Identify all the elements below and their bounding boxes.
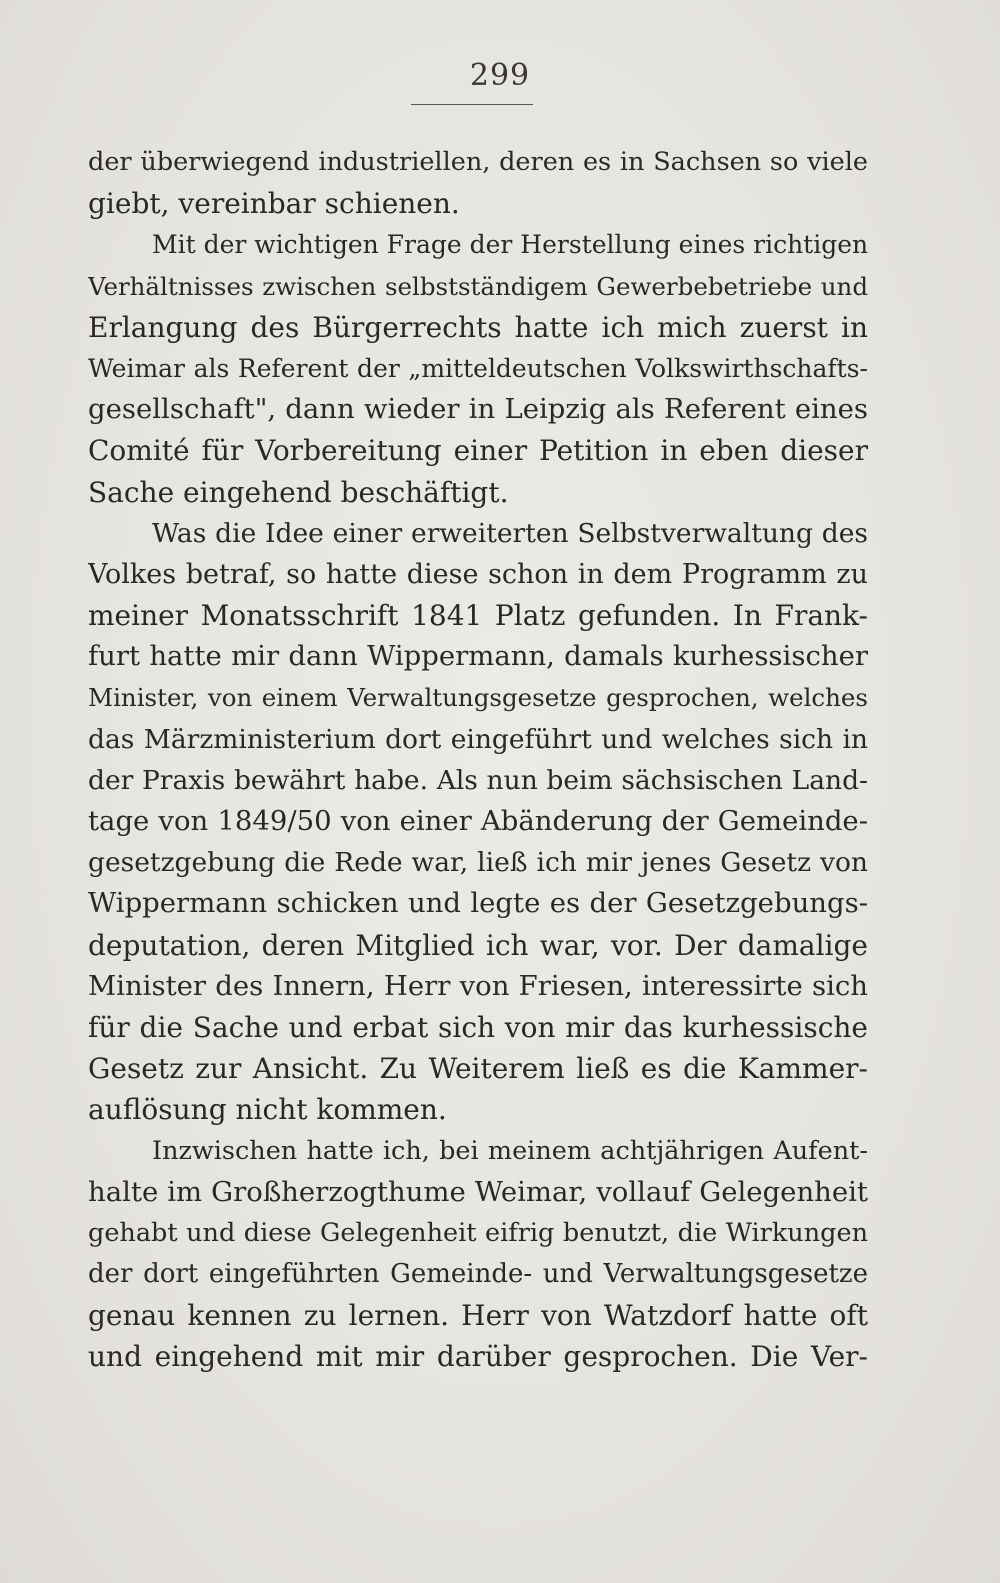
text-line: gehabt und diese Gelegenheit eifrig benutzt, die Wirkungen (88, 1217, 868, 1248)
text-line: das Märzministerium dort eingeführt und welches sich in (88, 723, 868, 755)
text-line: Was die Idee einer erweiterten Selbstverwaltung des (152, 517, 868, 549)
text-line: auflösung nicht kommen. (88, 1093, 447, 1127)
text-line: Mit der wichtigen Frage der Herstellung eines richtigen (152, 230, 868, 260)
text-line: gesetzgebung die Rede war, ließ ich mir jenes Gesetz von (88, 847, 868, 879)
text-line: deputation, deren Mitglied ich war, vor. Der damalige (88, 928, 868, 962)
text-line: Comité für Vorbereitung einer Petition in eben dieser (88, 434, 868, 468)
text-line: der überwiegend industriellen, deren es in Sachsen so viele (88, 147, 868, 177)
header-rule (411, 104, 533, 105)
text-line: gesellschaft", dann wieder in Leipzig als Referent eines (88, 393, 868, 426)
text-line: furt hatte mir dann Wippermann, damals kurhessischer (88, 640, 868, 673)
text-line: für die Sache und erbat sich von mir das kurhessische (88, 1010, 868, 1044)
text-line: halte im Großherzogthume Weimar, vollauf Gelegenheit (88, 1175, 868, 1208)
text-line: Volkes betraf, so hatte diese schon in dem Programm zu (88, 558, 868, 590)
text-line: giebt, vereinbar schienen. (88, 187, 460, 221)
text-line: Gesetz zur Ansicht. Zu Weiterem ließ es die Kammer- (88, 1052, 868, 1086)
text-line: Weimar als Referent der „mitteldeutschen Volkswirthschafts- (88, 353, 868, 383)
text-line: meiner Monatsschrift 1841 Platz gefunden. In Frank- (88, 599, 868, 633)
text-line: Minister des Innern, Herr von Friesen, interessirte sich (88, 969, 868, 1002)
text-line: der dort eingeführten Gemeinde- und Verwaltungsgesetze (88, 1259, 868, 1290)
text-line: Wippermann schicken und legte es der Gesetzgebungs- (88, 887, 868, 920)
text-line: tage von 1849/50 von einer Abänderung der Gemeinde- (88, 805, 868, 837)
text-line: Sache eingehend beschäftigt. (88, 475, 509, 509)
text-line: und eingehend mit mir darüber gesprochen. Die Ver- (88, 1340, 868, 1374)
text-line: Minister, von einem Verwaltungsgesetze gesprochen, welches (88, 683, 868, 713)
text-line: Verhältnisses zwischen selbstständigem Gewerbebetriebe und (88, 271, 868, 301)
text-line: Inzwischen hatte ich, bei meinem achtjährigen Aufent- (152, 1135, 868, 1166)
text-line: der Praxis bewährt habe. Als nun beim sächsischen Land- (88, 764, 868, 796)
page-number: 299 (469, 58, 531, 93)
text-line: genau kennen zu lernen. Herr von Watzdorf hatte oft (88, 1299, 868, 1333)
text-line: Erlangung des Bürgerrechts hatte ich mich zuerst in (88, 310, 868, 344)
body-text (88, 142, 868, 1378)
